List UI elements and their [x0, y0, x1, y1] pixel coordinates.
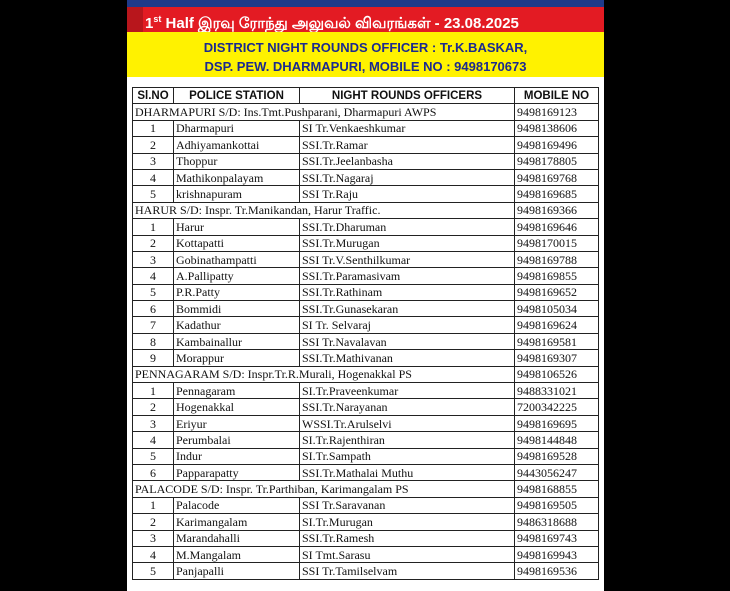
- officer-line-2: DSP. PEW. DHARMAPURI, MOBILE NO : 9498170673: [204, 59, 527, 74]
- officer-cell: SSI.Tr.Ramesh: [300, 530, 515, 546]
- station-cell: Thoppur: [174, 153, 300, 169]
- sl-no-cell: 2: [133, 514, 174, 530]
- station-cell: Hogenakkal: [174, 399, 300, 415]
- station-cell: Marandahalli: [174, 530, 300, 546]
- officer-cell: SSI.Tr.Narayanan: [300, 399, 515, 415]
- mobile-cell: 9498169307: [515, 350, 599, 366]
- subdivision-title: HARUR S/D: Inspr. Tr.Manikandan, Harur Traffic.: [133, 202, 515, 218]
- table-row: [133, 137, 599, 153]
- sl-no-cell: 8: [133, 333, 174, 349]
- mobile-cell: 9498169496: [515, 137, 599, 153]
- sl-no-cell: 4: [133, 432, 174, 448]
- sl-no-cell: 3: [133, 530, 174, 546]
- col-header-station: POLICE STATION: [174, 88, 300, 104]
- officer-cell: SI Tr.Venkaeshkumar: [300, 120, 515, 136]
- table-row: [133, 497, 599, 513]
- col-header-mobile: MOBILE NO: [515, 88, 599, 104]
- subdivision-mobile: 9498169123: [515, 104, 599, 120]
- table-row: [133, 268, 599, 284]
- station-cell: A.Pallipatty: [174, 268, 300, 284]
- officer-cell: SSI.Tr.Rathinam: [300, 284, 515, 300]
- section-row: [133, 366, 599, 382]
- sl-no-cell: 1: [133, 383, 174, 399]
- table-row: [133, 415, 599, 431]
- officer-cell: SSI Tr.Navalavan: [300, 333, 515, 349]
- officer-cell: SI.Tr.Sampath: [300, 448, 515, 464]
- mobile-cell: 9498169695: [515, 415, 599, 431]
- table-row: [133, 219, 599, 235]
- table-row: [133, 514, 599, 530]
- mobile-cell: 7200342225: [515, 399, 599, 415]
- sl-no-cell: 5: [133, 563, 174, 579]
- officer-cell: SSI Tr.Saravanan: [300, 497, 515, 513]
- mobile-cell: 9498169685: [515, 186, 599, 202]
- sl-no-cell: 6: [133, 464, 174, 480]
- subdivision-title: DHARMAPURI S/D: Ins.Tmt.Pushparani, Dharmapuri AWPS: [133, 104, 515, 120]
- sl-no-cell: 6: [133, 301, 174, 317]
- mobile-cell: 9498178805: [515, 153, 599, 169]
- officer-cell: SI Tr. Selvaraj: [300, 317, 515, 333]
- mobile-cell: 9498169652: [515, 284, 599, 300]
- station-cell: P.R.Patty: [174, 284, 300, 300]
- mobile-cell: 9498105034: [515, 301, 599, 317]
- section-row: [133, 104, 599, 120]
- col-header-officers: NIGHT ROUNDS OFFICERS: [300, 88, 515, 104]
- mobile-cell: 9498169768: [515, 169, 599, 185]
- sl-no-cell: 5: [133, 186, 174, 202]
- mobile-cell: 9498138606: [515, 120, 599, 136]
- table-row: [133, 383, 599, 399]
- district-officer-banner: [127, 32, 604, 77]
- officer-line-1: DISTRICT NIGHT ROUNDS OFFICER : Tr.K.BASKAR,: [203, 40, 528, 55]
- station-cell: Morappur: [174, 350, 300, 366]
- sl-no-cell: 5: [133, 284, 174, 300]
- table-row: [133, 399, 599, 415]
- mobile-cell: 9498169943: [515, 546, 599, 562]
- station-cell: Indur: [174, 448, 300, 464]
- sl-no-cell: 5: [133, 448, 174, 464]
- table-row: [133, 333, 599, 349]
- mobile-cell: 9498169581: [515, 333, 599, 349]
- sl-no-cell: 1: [133, 219, 174, 235]
- subdivision-title: PENNAGARAM S/D: Inspr.Tr.R.Murali, Hogenakkal PS: [133, 366, 515, 382]
- officer-cell: SSI.Tr.Ramar: [300, 137, 515, 153]
- mobile-cell: 9443056247: [515, 464, 599, 480]
- station-cell: Bommidi: [174, 301, 300, 317]
- sl-no-cell: 1: [133, 120, 174, 136]
- subdivision-mobile: 9498169366: [515, 202, 599, 218]
- officer-cell: WSSI.Tr.Arulselvi: [300, 415, 515, 431]
- table-row: [133, 120, 599, 136]
- sl-no-cell: 3: [133, 251, 174, 267]
- station-cell: Dharmapuri: [174, 120, 300, 136]
- section-row: [133, 202, 599, 218]
- officer-cell: SSI Tr.Tamilselvam: [300, 563, 515, 579]
- mobile-cell: 9498169536: [515, 563, 599, 579]
- officer-cell: SSI.Tr.Jeelanbasha: [300, 153, 515, 169]
- station-cell: Pennagaram: [174, 383, 300, 399]
- table-row: [133, 563, 599, 579]
- station-cell: M.Mangalam: [174, 546, 300, 562]
- sl-no-cell: 2: [133, 137, 174, 153]
- mobile-cell: 9498169743: [515, 530, 599, 546]
- station-cell: Karimangalam: [174, 514, 300, 530]
- subdivision-mobile: 9498106526: [515, 366, 599, 382]
- station-cell: krishnapuram: [174, 186, 300, 202]
- mobile-cell: 9488331021: [515, 383, 599, 399]
- station-cell: Mathikonpalayam: [174, 169, 300, 185]
- station-cell: Kambainallur: [174, 333, 300, 349]
- subdivision-title: PALACODE S/D: Inspr. Tr.Parthiban, Karimangalam PS: [133, 481, 515, 497]
- officer-cell: SSI.Tr.Mathalai Muthu: [300, 464, 515, 480]
- table-row: [133, 284, 599, 300]
- officer-cell: SI.Tr.Rajenthiran: [300, 432, 515, 448]
- station-cell: Gobinathampatti: [174, 251, 300, 267]
- mobile-cell: 9486318688: [515, 514, 599, 530]
- sl-no-cell: 3: [133, 153, 174, 169]
- mobile-cell: 9498169788: [515, 251, 599, 267]
- report-date: - 23.08.2025: [434, 15, 519, 32]
- table-row: [133, 186, 599, 202]
- col-header-slno: Sl.NO: [133, 88, 174, 104]
- officer-cell: SSI Tr.V.Senthilkumar: [300, 251, 515, 267]
- sl-no-cell: 2: [133, 235, 174, 251]
- document-sheet: [127, 0, 604, 591]
- station-cell: Papparapatty: [174, 464, 300, 480]
- station-cell: Eriyur: [174, 415, 300, 431]
- mobile-cell: 9498170015: [515, 235, 599, 251]
- officer-cell: SSI.Tr.Gunasekaran: [300, 301, 515, 317]
- table-row: [133, 301, 599, 317]
- half-suffix: st: [153, 14, 162, 24]
- tamil-title: இரவு ரோந்து அலுவல் விவரங்கள்: [198, 15, 431, 32]
- station-cell: Palacode: [174, 497, 300, 513]
- sl-no-cell: 7: [133, 317, 174, 333]
- top-strip: [127, 0, 604, 7]
- mobile-cell: 9498144848: [515, 432, 599, 448]
- station-cell: Kottapatti: [174, 235, 300, 251]
- officer-cell: SSI.Tr.Dharuman: [300, 219, 515, 235]
- sl-no-cell: 4: [133, 169, 174, 185]
- table-row: [133, 530, 599, 546]
- table-row: [133, 546, 599, 562]
- table-row: [133, 235, 599, 251]
- mobile-cell: 9498169624: [515, 317, 599, 333]
- officer-cell: SI Tmt.Sarasu: [300, 546, 515, 562]
- police-emblem-icon: [127, 7, 143, 32]
- station-cell: Perumbalai: [174, 432, 300, 448]
- officer-cell: SSI.Tr.Paramasivam: [300, 268, 515, 284]
- night-rounds-table: [132, 87, 599, 580]
- half-number: 1: [145, 15, 154, 32]
- table-row: [133, 317, 599, 333]
- sl-no-cell: 2: [133, 399, 174, 415]
- officer-cell: SSI.Tr.Nagaraj: [300, 169, 515, 185]
- title-banner: [127, 7, 604, 32]
- table-row: [133, 448, 599, 464]
- station-cell: Panjapalli: [174, 563, 300, 579]
- officer-cell: SSI.Tr.Murugan: [300, 235, 515, 251]
- table-row: [133, 432, 599, 448]
- table-header-row: [133, 88, 599, 104]
- section-row: [133, 481, 599, 497]
- sl-no-cell: 1: [133, 497, 174, 513]
- mobile-cell: 9498169505: [515, 497, 599, 513]
- officer-cell: SSI Tr.Raju: [300, 186, 515, 202]
- table-row: [133, 251, 599, 267]
- officer-cell: SI.Tr.Praveenkumar: [300, 383, 515, 399]
- half-word: Half: [165, 15, 194, 32]
- table-row: [133, 169, 599, 185]
- sl-no-cell: 4: [133, 268, 174, 284]
- sl-no-cell: 9: [133, 350, 174, 366]
- officer-cell: SSI.Tr.Mathivanan: [300, 350, 515, 366]
- table-row: [133, 350, 599, 366]
- station-cell: Kadathur: [174, 317, 300, 333]
- mobile-cell: 9498169855: [515, 268, 599, 284]
- station-cell: Harur: [174, 219, 300, 235]
- table-row: [133, 153, 599, 169]
- mobile-cell: 9498169528: [515, 448, 599, 464]
- station-cell: Adhiyamankottai: [174, 137, 300, 153]
- officer-cell: SI.Tr.Murugan: [300, 514, 515, 530]
- sl-no-cell: 4: [133, 546, 174, 562]
- subdivision-mobile: 9498168855: [515, 481, 599, 497]
- mobile-cell: 9498169646: [515, 219, 599, 235]
- table-body: [133, 104, 599, 579]
- table-row: [133, 464, 599, 480]
- sl-no-cell: 3: [133, 415, 174, 431]
